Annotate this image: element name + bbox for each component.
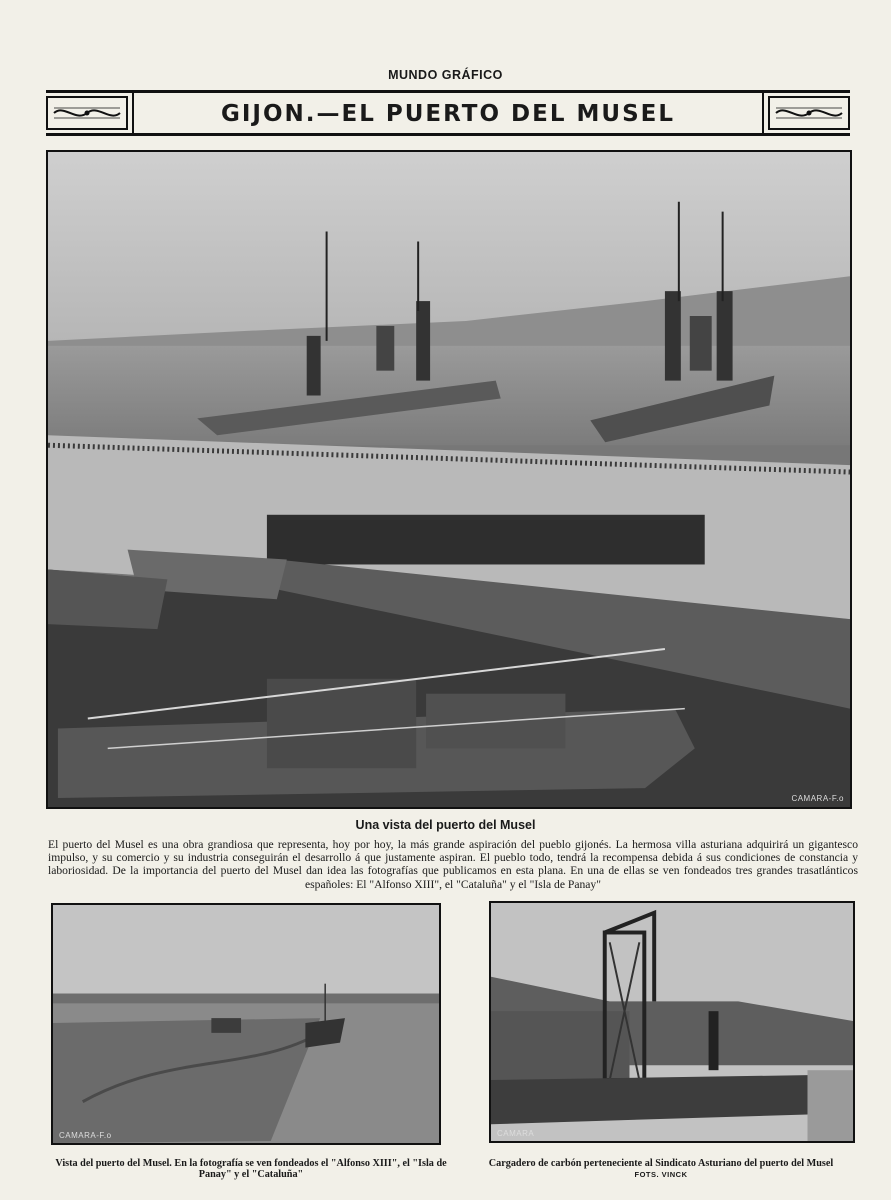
photo-credit: CAMARA <box>497 1129 535 1138</box>
page-title: GIJON.—EL PUERTO DEL MUSEL <box>220 101 676 127</box>
main-photo <box>46 150 852 809</box>
photographer-credit: FOTS. VINCK <box>634 1170 688 1179</box>
right-photo-caption <box>466 1158 856 1180</box>
main-caption-heading: Una vista del puerto del Musel <box>355 818 536 832</box>
harbor-view-image <box>53 905 439 1143</box>
right-photo-caption-text: Cargadero de carbón perteneciente al Sindicato Asturiano del puerto del Musel <box>488 1158 834 1169</box>
harbor-scene-image <box>48 152 850 807</box>
right-photo <box>489 901 855 1143</box>
title-banner <box>46 90 850 136</box>
photo-credit: CAMARA-F.o <box>59 1131 112 1140</box>
divider <box>132 93 134 133</box>
photo-credit: CAMARA-F.o <box>791 794 844 803</box>
right-ornament-icon <box>768 96 850 130</box>
left-photo <box>51 903 441 1145</box>
coal-loader-image <box>491 903 853 1141</box>
masthead: MUNDO GRÁFICO <box>388 68 503 82</box>
divider <box>762 93 764 133</box>
left-ornament-icon <box>46 96 128 130</box>
left-photo-caption: Vista del puerto del Musel. En la fotografía se ven fondeados el "Alfonso XIII", el "Isla de Panay" y el "Cataluña" <box>55 1158 447 1180</box>
main-caption-body: El puerto del Musel es una obra grandiosa que representa, hoy por hoy, la más grande aspiración del pueblo gijonés. La hermosa villa asturiana adquirirá un gigantesco impulso, y su comercio y su industria conseguirán el desarrollo á que justamente aspiran. El pueblo todo, tendrá la recompensa debida á sus condiciones de constancia y laboriosidad. De la importancia del puerto del Musel dan idea las fotografías que publicamos en esta plana. En una de ellas se ven fondeados tres grandes trasatlánticos españoles: El "Alfonso XIII", el "Cataluña" y el "Isla de Panay" <box>48 838 858 891</box>
